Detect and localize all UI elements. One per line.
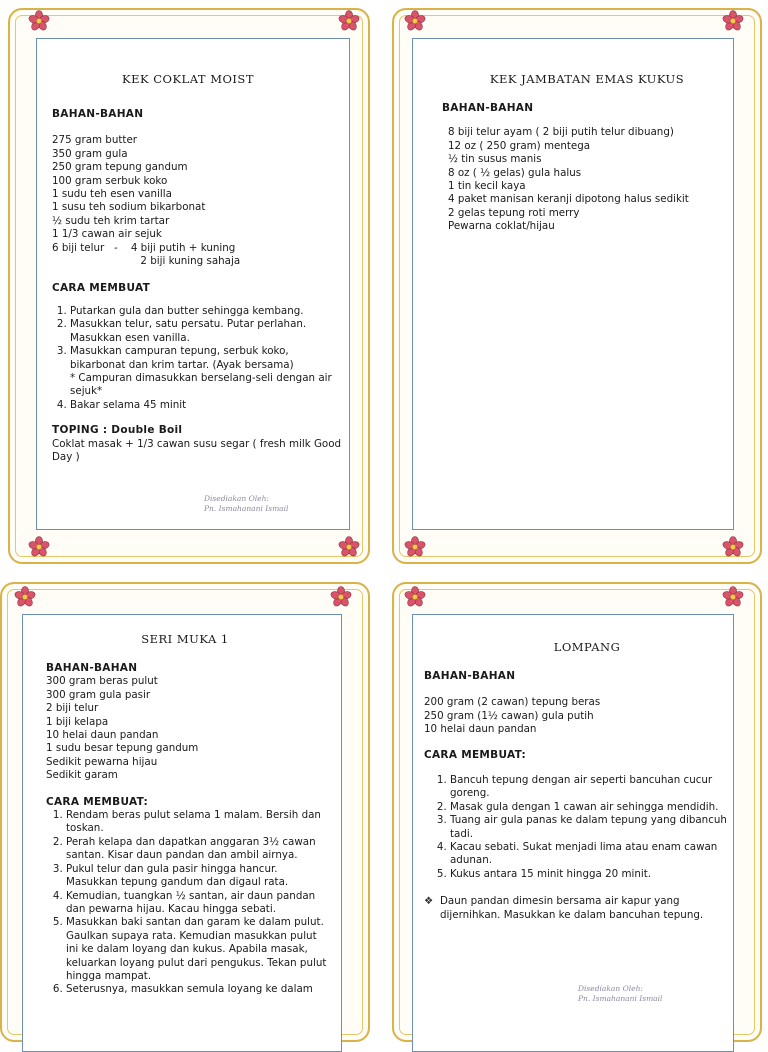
ingredient-list [442, 126, 742, 233]
ingredients-heading: BAHAN-BAHAN [52, 108, 144, 120]
flower-icon [404, 536, 426, 558]
note-item: ❖ Daun pandan dimesin bersama air kapur yang dijernihkan. Masukkan ke dalam bancuhan tepung. [440, 895, 736, 922]
method-step: 6. Seterusnya, masukkan semula loyang ke dalam [66, 983, 330, 996]
method-step: 1. Bancuh tepung dengan air seperti bancuhan cucur goreng. [450, 774, 736, 801]
ingredient-item: Sedikit garam [46, 769, 118, 782]
ingredient-item: 200 gram (2 cawan) tepung beras [424, 696, 601, 709]
method-step: 5. Kukus antara 15 minit hingga 20 minit. [450, 868, 736, 881]
flower-icon [404, 10, 426, 32]
ingredient-list [424, 696, 736, 736]
ingredient-item: 1 susu teh sodium bikarbonat [52, 201, 206, 214]
flower-icon [404, 586, 426, 608]
recipe-title: SERI MUKA 1 [141, 632, 229, 646]
ingredient-list [46, 675, 330, 782]
recipe-body [46, 662, 330, 997]
method-list [52, 305, 342, 412]
ingredient-item: 10 helai daun pandan [46, 729, 159, 742]
method-step: 1. Putarkan gula dan butter sehingga kembang. [70, 305, 342, 318]
recipe-card-kek-coklat-moist [8, 8, 370, 564]
prepared-by [578, 984, 662, 1004]
ingredient-item: 1 biji kelapa [46, 715, 109, 728]
flower-icon [330, 586, 352, 608]
prepared-by-label: Disediakan Oleh: [578, 984, 643, 993]
method-step: 1. Rendam beras pulut selama 1 malam. Bersih dan toskan. [66, 809, 330, 836]
ingredient-item: 1 1/3 cawan air sejuk [52, 228, 162, 241]
method-heading: CARA MEMBUAT: [46, 795, 148, 808]
recipe-body [52, 108, 342, 464]
flower-icon [338, 536, 360, 558]
flower-icon [722, 536, 744, 558]
method-step: 3. Masukkan campuran tepung, serbuk koko, bikarbonat dan krim tartar. (Ayak bersama) * Campuran dimasukkan berselang-seli dengan air sejuk* [70, 345, 342, 399]
recipe-card-lompang [392, 582, 762, 1042]
recipe-card-kek-jambatan-emas-kukus [392, 8, 762, 564]
topping-text: Coklat masak + 1/3 cawan susu segar ( fresh milk Good Day ) [52, 437, 342, 463]
recipe-body [442, 102, 742, 234]
ingredient-item: 250 gram (1½ cawan) gula putih [424, 709, 594, 722]
method-step: 3. Tuang air gula panas ke dalam tepung yang dibancuh tadi. [450, 814, 736, 841]
method-list [46, 809, 330, 997]
method-heading: CARA MEMBUAT [52, 282, 151, 295]
ingredients-heading: BAHAN-BAHAN [46, 662, 138, 674]
ingredient-item: ½ tin susus manis [448, 153, 542, 166]
method-list [424, 774, 736, 881]
ingredient-item: 300 gram gula pasir [46, 688, 151, 701]
topping-heading: TOPING : Double Boil [52, 424, 183, 437]
ingredient-item: 12 oz ( 250 gram) mentega [448, 139, 591, 152]
prepared-by [204, 494, 288, 514]
flower-icon [722, 10, 744, 32]
recipe-body [424, 670, 736, 922]
ingredient-item: 8 biji telur ayam ( 2 biji putih telur dibuang) [448, 126, 674, 139]
ingredient-item: 2 gelas tepung roti merry [448, 206, 580, 219]
ingredient-list [52, 134, 342, 268]
ingredient-item: ½ sudu teh krim tartar [52, 214, 170, 227]
ingredient-item: 275 gram butter [52, 134, 138, 147]
ingredients-heading: BAHAN-BAHAN [424, 670, 516, 682]
flower-icon [338, 10, 360, 32]
recipe-title: KEK JAMBATAN EMAS KUKUS [489, 72, 685, 86]
method-step: 2. Masak gula dengan 1 cawan air sehingga mendidih. [450, 801, 736, 814]
flower-icon [28, 536, 50, 558]
method-heading: CARA MEMBUAT: [424, 748, 526, 761]
prepared-by-name: Pn. Ismahanani Ismail [204, 504, 289, 513]
recipe-card-seri-muka [0, 582, 370, 1042]
ingredient-item: 10 helai daun pandan [424, 723, 537, 736]
method-step: 4. Kemudian, tuangkan ½ santan, air daun pandan dan pewarna hijau. Kacau hingga sebati. [66, 890, 330, 917]
method-step: 3. Pukul telur dan gula pasir hingga hancur. Masukkan tepung gandum dan digaul rata. [66, 863, 330, 890]
ingredient-item: 6 biji telur - 4 biji putih + kuning [52, 241, 236, 254]
ingredient-item: Sedikit pewarna hijau [46, 755, 158, 768]
ingredient-item: 100 gram serbuk koko [52, 174, 168, 187]
flower-icon [28, 10, 50, 32]
method-step: 5. Masukkan baki santan dan garam ke dalam pulut. Gaulkan supaya rata. Kemudian masukkan pulut ini ke dalam loyang dan kukus. Apabila masak, keluarkan loyang pulut dari pengukus. Tekan pulut hingga mampat. [66, 916, 330, 983]
method-step: 2. Masukkan telur, satu persatu. Putar perlahan. Masukkan esen vanilla. [70, 318, 342, 345]
flower-icon [14, 586, 36, 608]
ingredient-item: 350 gram gula [52, 147, 128, 160]
prepared-by-name: Pn. Ismahanani Ismail [578, 994, 663, 1003]
ingredient-item: 8 oz ( ½ gelas) gula halus [448, 166, 582, 179]
ingredient-item: 2 biji kuning sahaja [52, 255, 241, 268]
flower-icon [722, 586, 744, 608]
ingredient-item: 1 tin kecil kaya [448, 180, 526, 193]
ingredient-item: 1 sudu besar tepung gandum [46, 742, 199, 755]
ingredient-item: 300 gram beras pulut [46, 675, 158, 688]
ingredient-item: 250 gram tepung gandum [52, 161, 188, 174]
method-step: 4. Bakar selama 45 minit [70, 399, 342, 412]
ingredient-item: Pewarna coklat/hijau [448, 220, 555, 233]
method-step: 2. Perah kelapa dan dapatkan anggaran 3½ cawan santan. Kisar daun pandan dan ambil airnya. [66, 836, 330, 863]
ingredient-item: 1 sudu teh esen vanilla [52, 188, 172, 201]
note-list [424, 895, 736, 922]
recipe-title: KEK COKLAT MOIST [122, 72, 254, 86]
ingredient-item: 2 biji telur [46, 702, 99, 715]
prepared-by-label: Disediakan Oleh: [204, 494, 269, 503]
recipe-title: LOMPANG [553, 640, 621, 654]
ingredient-item: 4 paket manisan keranji dipotong halus sedikit [448, 193, 689, 206]
method-step: 4. Kacau sebati. Sukat menjadi lima atau enam cawan adunan. [450, 841, 736, 868]
ingredients-heading: BAHAN-BAHAN [442, 102, 534, 114]
